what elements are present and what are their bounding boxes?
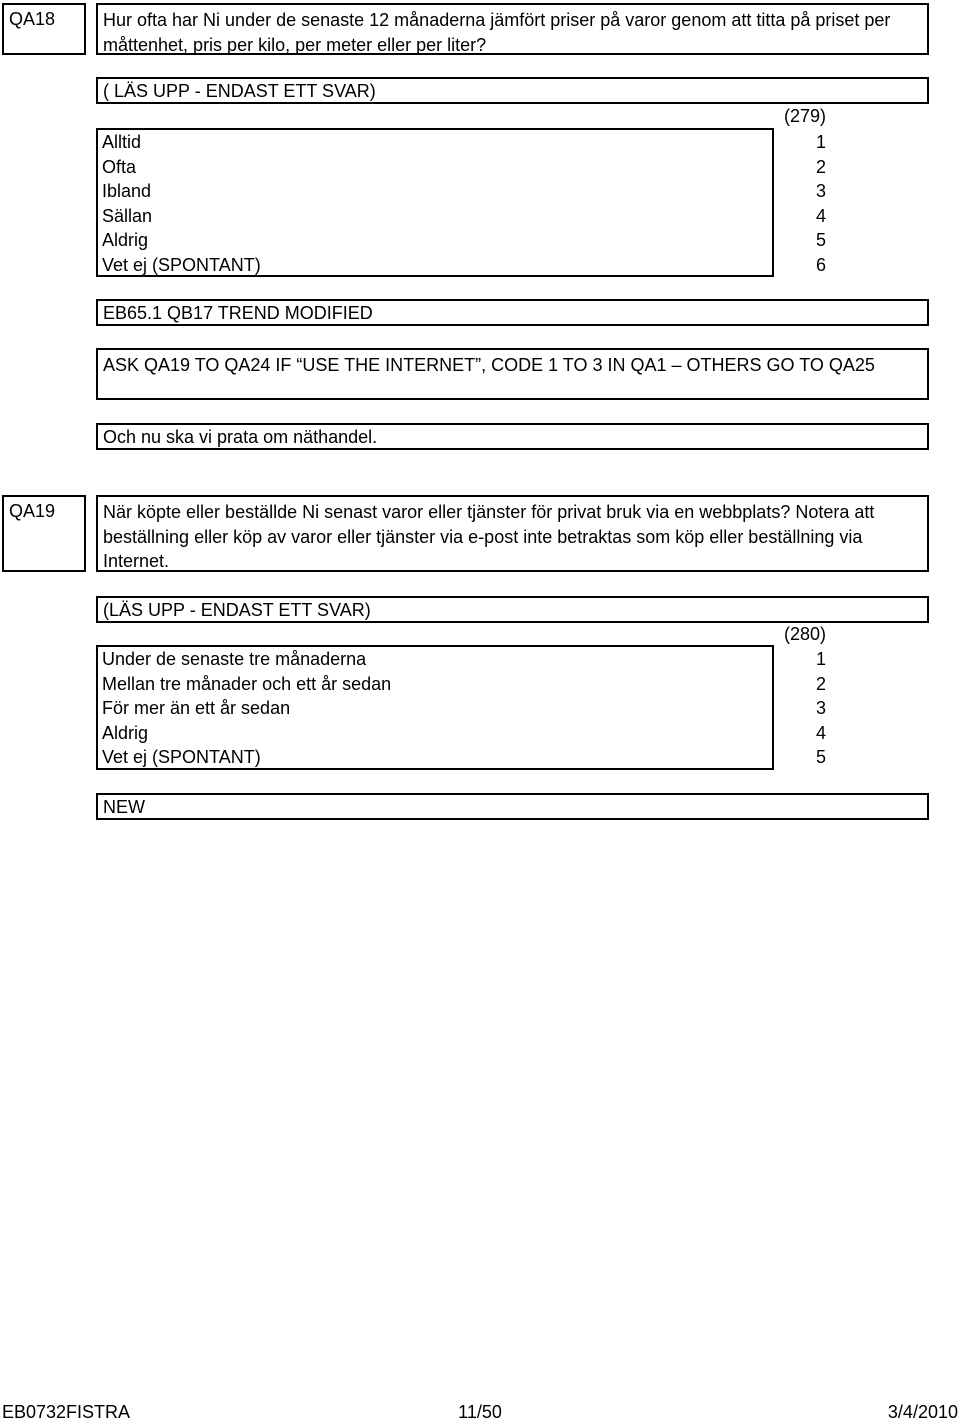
qa19-option-code: 1 bbox=[815, 649, 826, 669]
filter-instruction: ASK QA19 TO QA24 IF “USE THE INTERNET”, CODE 1 TO 3 IN QA1 – OTHERS GO TO QA25 bbox=[103, 355, 875, 375]
qa18-option-code: 5 bbox=[815, 230, 826, 251]
footer-doc-id: EB0732FISTRA bbox=[2, 1402, 131, 1422]
qa19-option-label: Under de senaste tre månaderna bbox=[102, 649, 367, 669]
qa19-instruction: (LÄS UPP - ENDAST ETT SVAR) bbox=[103, 600, 371, 620]
qa19-option-code: 5 bbox=[815, 747, 826, 768]
qa18-code-box bbox=[2, 3, 86, 55]
qa19-option-label: Aldrig bbox=[102, 722, 149, 743]
qa18-option-codes bbox=[776, 130, 826, 278]
footer-date: 3/4/2010 bbox=[887, 1402, 958, 1422]
qa18-option-label: Aldrig bbox=[102, 230, 149, 251]
filter-instruction-box bbox=[96, 348, 929, 400]
qa18-option-code: 3 bbox=[815, 181, 826, 202]
qa19-column-code: (280) bbox=[783, 624, 826, 644]
qa19-option-label: Vet ej (SPONTANT) bbox=[102, 747, 261, 768]
qa18-option-label: Vet ej (SPONTANT) bbox=[102, 254, 261, 275]
qa19-option-codes bbox=[776, 647, 826, 770]
qa19-code-box bbox=[2, 495, 86, 572]
qa19-code: QA19 bbox=[9, 501, 56, 521]
intro-text: Och nu ska vi prata om näthandel. bbox=[103, 427, 378, 447]
qa18-option-label: Ofta bbox=[102, 156, 137, 177]
qa19-option-code: 4 bbox=[815, 722, 826, 743]
qa19-instruction-box bbox=[96, 596, 929, 623]
qa19-trend-box bbox=[96, 793, 929, 820]
qa19-question: När köpte eller beställde Ni senast varor eller tjänster för privat bruk via en webbplats? Notera att beställning eller köp av varor eller tjänster via e-post inte betraktas som köp eller beställning via Internet. bbox=[103, 502, 875, 571]
qa18-option-code: 2 bbox=[815, 156, 826, 177]
intro-box bbox=[96, 423, 929, 450]
qa19-options-box bbox=[96, 645, 774, 770]
footer-page-number: 11/50 bbox=[458, 1402, 502, 1422]
qa18-instruction-box bbox=[96, 77, 929, 104]
qa18-option-code: 6 bbox=[815, 254, 826, 275]
qa18-option-code: 1 bbox=[815, 132, 826, 152]
qa18-option-label: Sällan bbox=[102, 205, 153, 226]
qa18-trend: EB65.1 QB17 TREND MODIFIED bbox=[103, 303, 373, 323]
qa18-question-box bbox=[96, 3, 929, 55]
qa18-option-label: Ibland bbox=[102, 181, 152, 202]
qa19-option-code: 3 bbox=[815, 698, 826, 719]
qa18-question: Hur ofta har Ni under de senaste 12 månaderna jämfört priser på varor genom att titta på priset per måttenhet, pris per kilo, per meter eller per liter? bbox=[103, 10, 891, 55]
qa18-instruction: ( LÄS UPP - ENDAST ETT SVAR) bbox=[103, 81, 376, 101]
qa18-trend-box bbox=[96, 299, 929, 326]
qa18-code: QA18 bbox=[9, 9, 56, 29]
qa18-option-label: Alltid bbox=[102, 132, 142, 152]
qa19-question-box bbox=[96, 495, 929, 572]
qa18-option-code: 4 bbox=[815, 205, 826, 226]
qa19-trend: NEW bbox=[103, 797, 145, 817]
qa18-options-box bbox=[96, 128, 774, 277]
qa18-column-code: (279) bbox=[783, 106, 826, 126]
qa19-option-label: För mer än ett år sedan bbox=[102, 698, 291, 719]
qa19-option-code: 2 bbox=[815, 673, 826, 694]
qa19-option-label: Mellan tre månader och ett år sedan bbox=[102, 673, 392, 694]
